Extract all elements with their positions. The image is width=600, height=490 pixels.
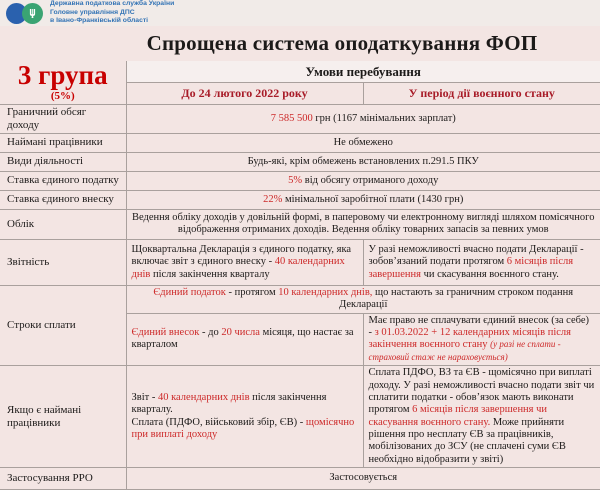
column-header-martial-law: У період дії воєнного стану xyxy=(363,82,600,104)
table-row-tax-rate xyxy=(0,171,600,190)
row-label-tax-rate: Ставка єдиного податку xyxy=(0,171,126,190)
row-label-activities: Види діяльності xyxy=(0,152,126,171)
row-label-employees: Наймані працівники xyxy=(0,133,126,152)
row-label-payment-terms: Строки сплати xyxy=(0,285,126,365)
title-bar xyxy=(0,26,600,60)
tax-service-logo xyxy=(6,3,46,24)
top-bar xyxy=(0,0,600,26)
org-line-1: Державна податкова служба України xyxy=(50,0,175,7)
table-row-esv-rate xyxy=(0,190,600,209)
table-row-reporting xyxy=(0,239,600,285)
page-title: Спрощена система оподаткування ФОП xyxy=(146,30,538,55)
group-rate: (5%) xyxy=(50,90,75,102)
rro-value: Застосовується xyxy=(126,468,600,490)
hired-martial-value: Сплата ПДФО, ВЗ та ЄВ - щомісячно при виплаті доходу. У разі неможливості вчасно подати звіт чи сплатити податки - обов’язок мають виконати протягом 6 місяців після завершення чи скасування воєнного стану. Може прийняти рішення про несплату ЄВ за працівників, мобілізованих до ЗСУ (не сплачені суми ЄВ необхідно відобразити у звіті) xyxy=(363,366,600,468)
row-label-income: Граничний обсяг доходу xyxy=(0,104,126,133)
activities-value: Будь-які, крім обмежень встановлених п.291.5 ПКУ xyxy=(126,152,600,171)
org-line-2: Головне управління ДПС xyxy=(50,8,135,16)
table-row-accounting xyxy=(0,209,600,239)
income-value: 7 585 500 грн (1167 мінімальних зарплат) xyxy=(126,104,600,133)
accounting-value: Ведення обліку доходів у довільній формі, в паперовому чи електронному вигляді шляхом помісячного відображення отриманих доходів. Ведення обліку товарних запасів за певних умов xyxy=(126,209,600,239)
row-label-esv-rate: Ставка єдиного внеску xyxy=(0,190,126,209)
table-row-rro xyxy=(0,468,600,490)
table-row-payment-terms-single-tax xyxy=(0,285,600,313)
group-cell xyxy=(0,61,126,104)
table-row-income xyxy=(0,104,600,133)
conditions-header: Умови перебування xyxy=(126,61,600,82)
trident-icon xyxy=(22,3,43,24)
org-line-3: в Івано-Франківській області xyxy=(50,17,149,25)
esv-payment-before-value: Єдиний внесок - до 20 числа місяця, що настає за кварталом xyxy=(126,313,363,366)
employees-value: Не обмежено xyxy=(126,133,600,152)
reporting-before-value: Щоквартальна Декларація з єдиного податку, яка включає звіт з єдиного внеску - 40 календарних днів після закінчення кварталу xyxy=(126,239,363,285)
single-tax-payment-value: Єдиний податок - протягом 10 календарних днів, що настають за граничним строком подання Декларації xyxy=(126,285,600,313)
row-label-reporting: Звітність xyxy=(0,239,126,285)
organization-name xyxy=(50,0,174,26)
taxation-table xyxy=(0,61,600,490)
esv-payment-martial-value: Має право не сплачувати єдиний внесок (за себе) - з 01.03.2022 + 12 календарних місяців після закінчення воєнного стану (у разі не сплати - страховий стаж не нараховується) xyxy=(363,313,600,366)
row-label-accounting: Облік xyxy=(0,209,126,239)
row-label-rro: Застосування РРО xyxy=(0,468,126,490)
esv-rate-value: 22% мінімальної заробітної плати (1430 грн) xyxy=(126,190,600,209)
reporting-martial-value: У разі неможливості вчасно подати Декларації - зобов’язаний подати протягом 6 місяців після завершення чи скасування воєнного стану. xyxy=(363,239,600,285)
row-label-hired: Якщо є наймані працівники xyxy=(0,366,126,468)
table-row-activities xyxy=(0,152,600,171)
hired-before-value: Звіт - 40 календарних днів після закінчення кварталу. Сплата (ПДФО, військовий збір, ЄВ) - щомісячно при виплаті доходу xyxy=(126,366,363,468)
group-name: 3 група xyxy=(17,60,108,90)
table-row-employees xyxy=(0,133,600,152)
column-header-before-war: До 24 лютого 2022 року xyxy=(126,82,363,104)
tax-rate-value: 5% від обсягу отриманого доходу xyxy=(126,171,600,190)
table-row-hired-employees xyxy=(0,366,600,468)
